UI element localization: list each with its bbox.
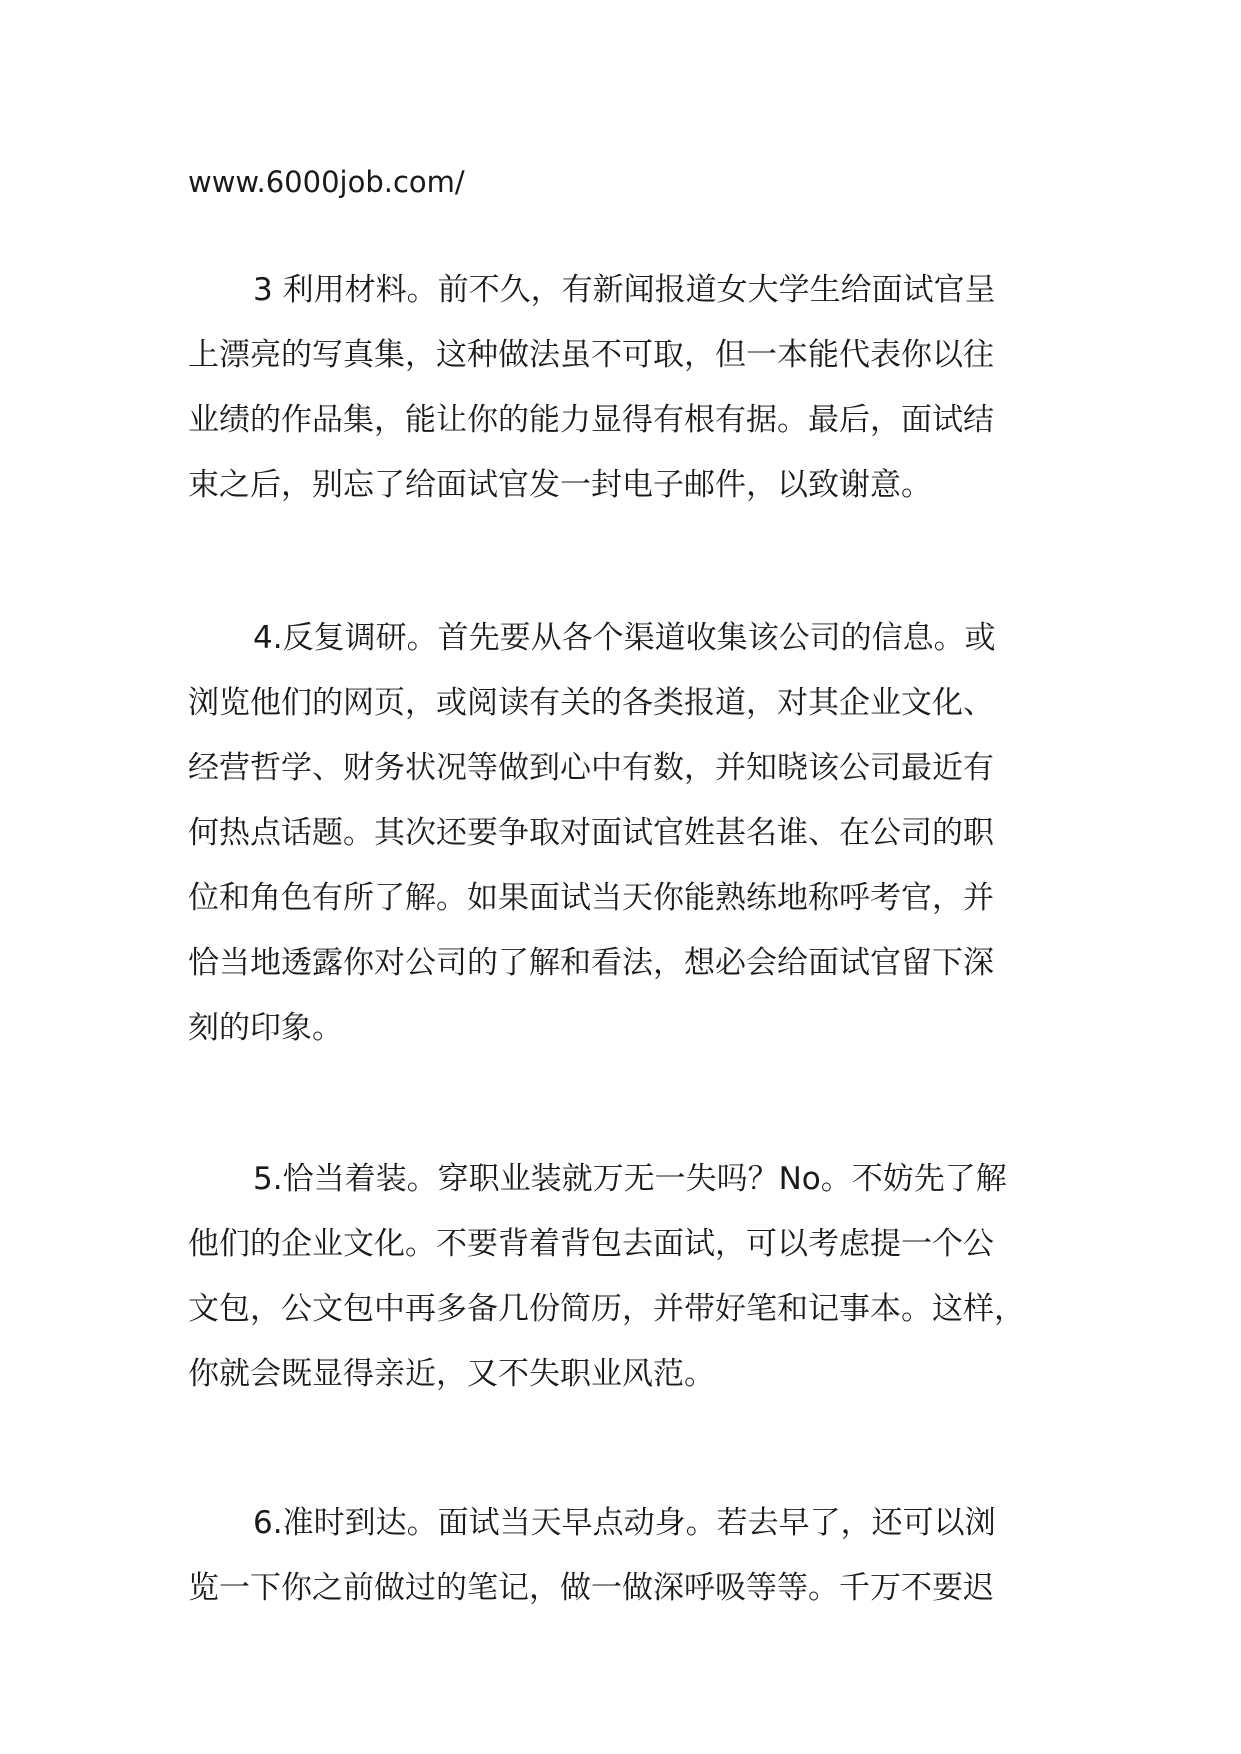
paragraph-repeated-research	[188, 606, 1048, 1061]
paragraph-line: 3 利用材料。前不久，有新闻报道女大学生给面试官呈	[253, 272, 996, 308]
paragraph-line: 刻的印象。	[188, 1010, 343, 1046]
paragraph-line: 经营哲学、财务状况等做到心中有数，并知晓该公司最近有	[188, 750, 994, 786]
paragraph-line: 文包，公文包中再多备几份简历，并带好笔和记事本。这样，	[188, 1291, 1025, 1327]
paragraph-line: 5.恰当着装。穿职业装就万无一失吗？No。不妨先了解	[253, 1161, 1007, 1197]
paragraph-line: 你就会既显得亲近，又不失职业风范。	[188, 1356, 715, 1392]
paragraph-line: 览一下你之前做过的笔记，做一做深呼吸等等。千万不要迟	[188, 1570, 994, 1606]
paragraph-line: 浏览他们的网页，或阅读有关的各类报道，对其企业文化、	[188, 685, 994, 721]
paragraph-line: 恰当地透露你对公司的了解和看法，想必会给面试官留下深	[188, 945, 994, 981]
paragraph-line: 上漂亮的写真集，这种做法虽不可取，但一本能代表你以往	[188, 337, 994, 373]
paragraph-line: 4.反复调研。首先要从各个渠道收集该公司的信息。或	[253, 620, 996, 656]
paragraph-proper-attire	[188, 1147, 1048, 1407]
paragraph-arrive-on-time	[188, 1491, 1048, 1621]
paragraph-line: 束之后，别忘了给面试官发一封电子邮件，以致谢意。	[188, 467, 932, 503]
paragraph-line: 他们的企业文化。不要背着背包去面试，可以考虑提一个公	[188, 1226, 994, 1262]
website-url: www.6000job.com/	[188, 165, 465, 199]
paragraph-line: 业绩的作品集，能让你的能力显得有根有据。最后，面试结	[188, 402, 994, 438]
paragraph-use-materials	[188, 258, 1048, 518]
paragraph-line: 何热点话题。其次还要争取对面试官姓甚名谁、在公司的职	[188, 815, 994, 851]
paragraph-line: 位和角色有所了解。如果面试当天你能熟练地称呼考官，并	[188, 880, 994, 916]
paragraph-line: 6.准时到达。面试当天早点动身。若去早了，还可以浏	[253, 1505, 996, 1541]
